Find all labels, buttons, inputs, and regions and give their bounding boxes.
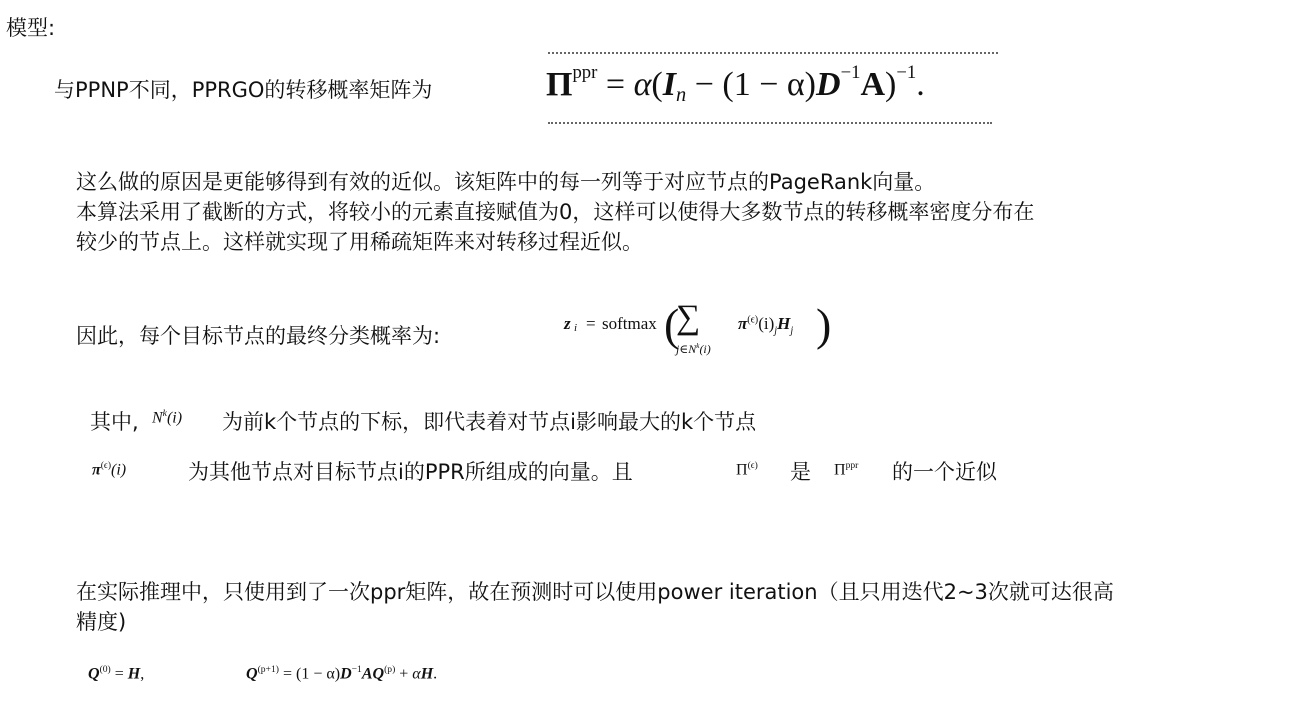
nk-symbol: $N^k(i)$ bbox=[152, 408, 183, 427]
ppr-matrix-equation: $\Pi^{ppr} = \alpha(I_n - (1 - \alpha)D^{-1}A)^{-1}$. bbox=[546, 62, 925, 106]
therefore-text: 因此，每个目标节点的最终分类概率为: bbox=[76, 324, 441, 348]
power-iteration-init: $Q^{(0)} = H$, bbox=[88, 664, 145, 683]
is-text: 是 bbox=[790, 460, 811, 484]
para1-line1: 这么做的原因是更能够得到有效的近似。该矩阵中的每一列等于对应节点的PageRank向量。 bbox=[76, 170, 936, 194]
heading: 模型: bbox=[6, 16, 56, 40]
pi-text: 为其他节点对目标节点i的PPR所组成的向量。且 bbox=[188, 460, 633, 484]
pi-eps-symbol: $\pi^{(\epsilon)}(i)$ bbox=[92, 460, 127, 479]
para2-line1: 在实际推理中，只使用到了一次ppr矩阵，故在预测时可以使用power iteration（且只用迭代2~3次就可达很高 bbox=[76, 580, 1114, 604]
para1-line2: 本算法采用了截断的方式，将较小的元素直接赋值为0，这样可以使得大多数节点的转移概率密度分布在 bbox=[76, 200, 1035, 224]
where-text: 为前k个节点的下标，即代表着对节点i影响最大的k个节点 bbox=[222, 410, 757, 434]
approx-text: 的一个近似 bbox=[892, 460, 997, 484]
ppr-matrix-symbol: $\Pi^{ppr}$ bbox=[834, 460, 859, 479]
power-iteration-update: $Q^{(p+1)} = (1 - \alpha)D^{-1}AQ^{(p)} + \alpha H$. bbox=[246, 664, 438, 683]
para1-line3: 较少的节点上。这样就实现了用稀疏矩阵来对转移过程近似。 bbox=[76, 230, 643, 254]
pi-eps-matrix-symbol: $\Pi^{(\epsilon)}$ bbox=[736, 460, 758, 479]
intro-text: 与PPNP不同，PPRGO的转移概率矩阵为 bbox=[54, 78, 433, 102]
crop-edge-bottom bbox=[548, 122, 992, 124]
para2-line2: 精度) bbox=[76, 610, 127, 634]
crop-edge-top bbox=[548, 52, 998, 54]
where-prefix: 其中, bbox=[90, 410, 139, 434]
